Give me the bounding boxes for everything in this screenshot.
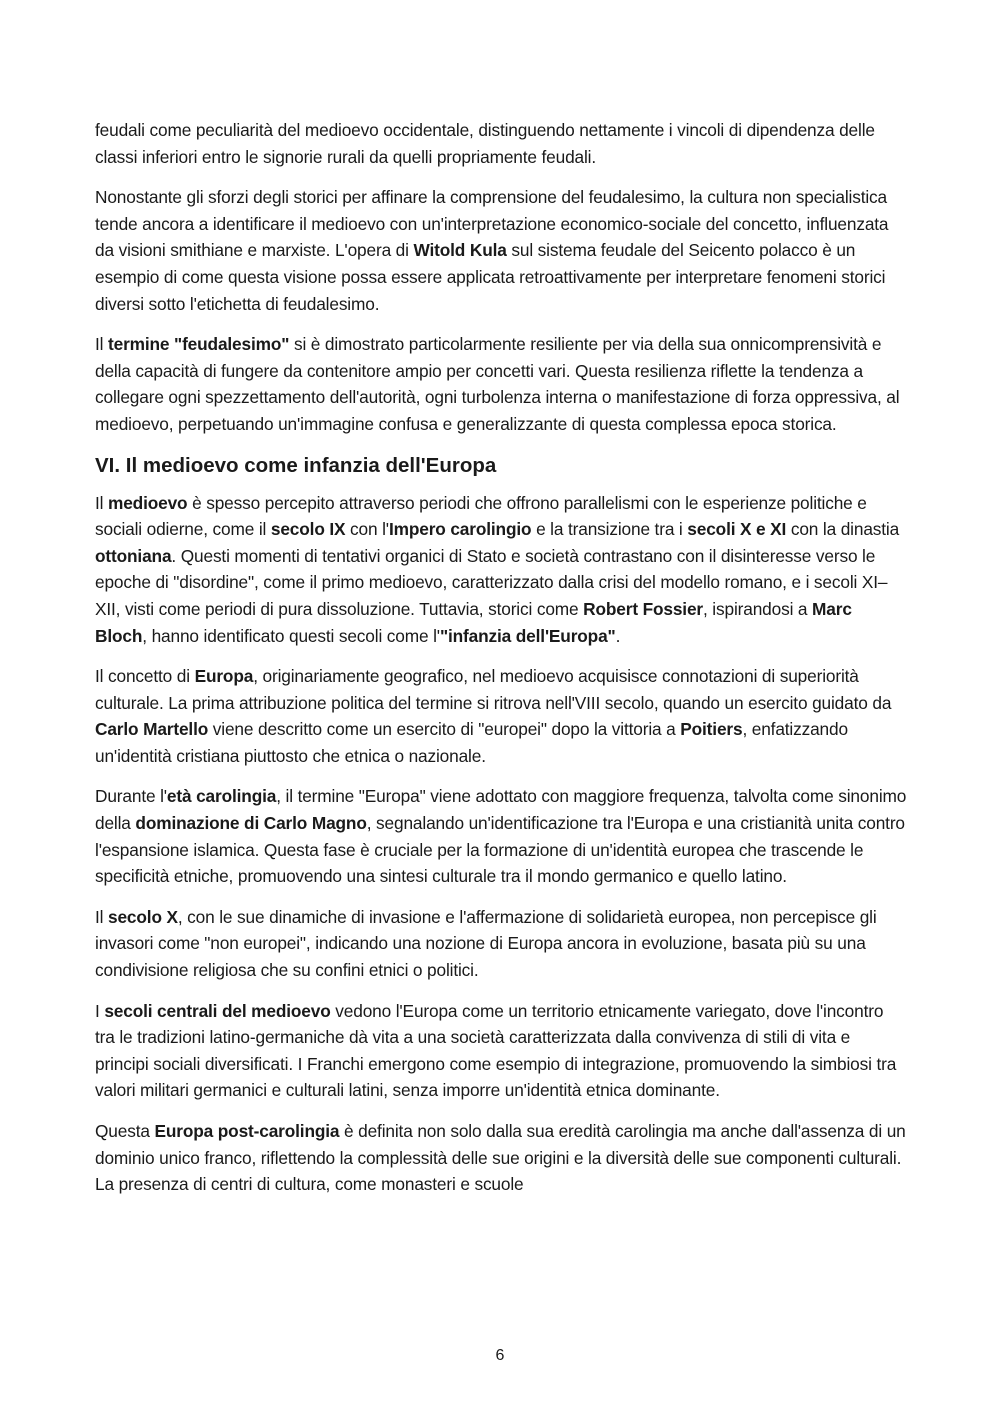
text-run: Il: [95, 492, 108, 513]
bold-text-run: Marc Bloch: [95, 598, 852, 646]
bold-text-run: dominazione di Carlo Magno: [135, 813, 367, 834]
bold-text-run: secoli centrali del medioevo: [104, 1000, 331, 1021]
text-run: , hanno identificato questi secoli come l': [142, 625, 440, 646]
text-run: , enfatizzando un'identità cristiana piuttosto che etnica o nazionale.: [95, 719, 848, 766]
bold-text-run: secolo IX: [270, 519, 346, 540]
text-run: sul sistema feudale del Seicento polacco è un esempio di come questa visione possa essere applicata retroattivamente per interpretare fenomeni storici diversi sotto l'etichetta di feudalesimo.: [95, 240, 886, 314]
bold-text-run: Europa post-carolingia: [154, 1121, 340, 1141]
text-run: , originariamente geografico, nel medioevo acquisisce connotazioni di superiorità culturale. La prima attribuzione politica del termine si ritrova nell'VIII secolo, quando un esercito guidato da: [95, 666, 892, 713]
text-run: , segnalando un'identificazione tra l'Europa e una cristianità unita contro l'espansione islamica. Questa fase è cruciale per la formazione di un'identità europea che trascende le specificità etniche, promuovendo una sintesi culturale tra il mondo germanico e quello latino.: [95, 813, 905, 887]
text-run: .: [615, 625, 621, 646]
text-run: feudali come peculiarità del medioevo occidentale, distinguendo nettamente i vincoli di dipendenza delle classi inferiori entro le signorie rurali da quelli propriamente feudali.: [95, 120, 875, 167]
paragraph: [95, 783, 907, 889]
text-run: è spesso percepito attraverso periodi che offrono parallelismi con le esperienze politiche e sociali odierne, come il: [95, 492, 867, 540]
text-run: Questa: [95, 1121, 155, 1141]
text-run: è definita non solo dalla sua eredità carolingia ma anche dall'assenza di un dominio unico franco, riflettendo la complessità delle sue origini e la diversità delle sue componenti culturali. La presenza di centri di cultura, come monasteri e scuole: [95, 1121, 906, 1195]
bold-text-run: ottoniana: [95, 545, 172, 566]
text-run: Il: [95, 906, 108, 927]
bold-text-run: Europa: [194, 666, 254, 687]
text-run: e la transizione tra i: [531, 519, 688, 540]
page-number: 6: [495, 1347, 505, 1364]
text-run: , il termine "Europa" viene adottato con maggiore frequenza, talvolta come sinonimo della: [95, 786, 907, 834]
paragraph: [95, 1118, 907, 1198]
text-run: . Questi momenti di tentativi organici di Stato e società contrastano con il disinteresse verso le epoche di "disordine", come il primo medioevo, caratterizzato dalla crisi del modello romano, e i secoli XI–XII, visti come periodi di pura dissoluzione. Tuttavia, storici come: [95, 545, 888, 619]
paragraph: [95, 998, 907, 1104]
bold-text-run: Witold Kula: [413, 240, 507, 261]
bold-text-run: età carolingia: [166, 786, 277, 807]
text-run: viene descritto come un esercito di "europei" dopo la vittoria a: [208, 719, 681, 740]
bold-text-run: secoli X e XI: [687, 519, 787, 540]
bold-text-run: Robert Fossier: [583, 598, 703, 619]
paragraph: [95, 904, 907, 984]
text-run: vedono l'Europa come un territorio etnicamente variegato, dove l'incontro tra le tradizioni latino-germaniche dà vita a una società caratterizzata dalla convivenza di stili di vita e principi sociali diversificati. I Franchi emergono come esempio di integrazione, promuovendo la simbiosi tra valori militari germanici e culturali latini, senza imporre un'identità etnica dominante.: [95, 1000, 897, 1101]
paragraph: [95, 490, 907, 650]
bold-text-run: termine "feudalesimo": [108, 334, 290, 355]
text-run: , ispirandosi a: [703, 598, 813, 619]
document-body: [95, 117, 907, 1212]
bold-text-run: Poitiers: [680, 719, 743, 740]
bold-text-run: secolo X: [108, 906, 178, 927]
text-run: Durante l': [95, 786, 167, 807]
text-run: VI. Il medioevo come infanzia dell'Europa: [95, 453, 497, 477]
text-run: I: [95, 1000, 105, 1021]
section-heading: [95, 452, 907, 480]
paragraph: [95, 663, 907, 769]
bold-text-run: Impero carolingio: [388, 519, 532, 540]
paragraph: [95, 117, 907, 170]
text-run: con la dinastia: [786, 519, 900, 540]
text-run: si è dimostrato particolarmente resiliente per via della sua onnicomprensività e della capacità di fungere da contenitore ampio per concetti vari. Questa resilienza riflette la tendenza a collegare ogni spezzettamento dell'autorità, ogni turbolenza interna o manifestazione di forza oppressiva, al medioevo, perpetuando un'immagine confusa e generalizzante di questa complessa epoca storica.: [95, 334, 900, 434]
text-run: Il concetto di: [95, 666, 195, 687]
text-run: Nonostante gli sforzi degli storici per affinare la comprensione del feudalesimo, la cultura non specialistica tende ancora a identificare il medioevo con un'interpretazione economico-sociale del concetto, influenzata da visioni smithiane e marxiste. L'opera di: [95, 187, 889, 261]
text-run: , con le sue dinamiche di invasione e l'affermazione di solidarietà europea, non percepisce gli invasori come "non europei", indicando una nozione di Europa ancora in evoluzione, basata più su una condivisione religiosa che su confini etnici o politici.: [95, 906, 877, 981]
bold-text-run: Carlo Martello: [95, 719, 209, 740]
text-run: Il: [95, 334, 108, 355]
paragraph: [95, 184, 907, 317]
paragraph: [95, 331, 907, 437]
bold-text-run: medioevo: [108, 492, 188, 513]
text-run: con l': [345, 519, 389, 540]
bold-text-run: "infanzia dell'Europa": [439, 625, 616, 646]
